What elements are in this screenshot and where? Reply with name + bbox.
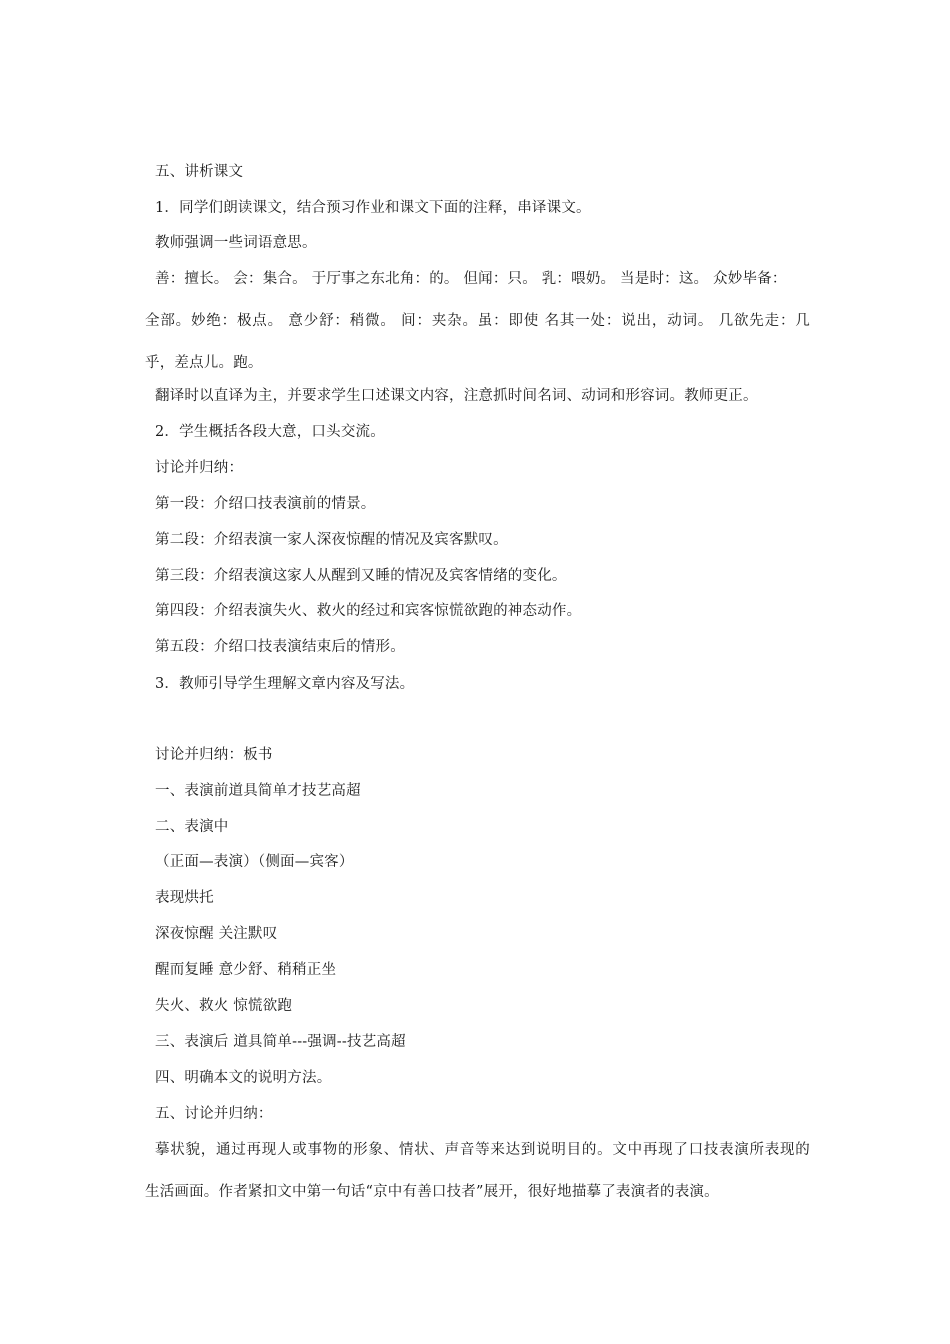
board-item-4: 表现烘托 <box>155 890 214 906</box>
board-item-6: 醒而复睡 意少舒、稍稍正坐 <box>155 962 337 978</box>
board-item-9: 四、明确本文的说明方法。 <box>155 1070 332 1086</box>
board-item-10: 五、讨论并归纳： <box>155 1106 273 1122</box>
paragraph-summary-2: 第二段：介绍表演一家人深夜惊醒的情况及宾客默叹。 <box>155 532 508 548</box>
paragraph-summary-1: 第一段：介绍口技表演前的情景。 <box>155 496 376 512</box>
board-item-1: 一、表演前道具简单才技艺高超 <box>155 783 361 799</box>
board-item-3: （正面—表演）（侧面—宾客） <box>155 854 354 870</box>
paragraph-summary-4: 第四段：介绍表演失火、救火的经过和宾客惊慌欲跑的神态动作。 <box>155 603 582 619</box>
step-1: 1．同学们朗读课文，结合预习作业和课文下面的注释，串译课文。 <box>155 200 591 216</box>
section-heading: 五、讲析课文 <box>155 164 244 180</box>
board-item-2: 二、表演中 <box>155 819 229 835</box>
board-item-8: 三、表演后 道具简单---强调--技艺高超 <box>155 1034 406 1050</box>
translation-note: 翻译时以直译为主，并要求学生口述课文内容，注意抓时间名词、动词和形容词。教师更正。 <box>155 388 758 404</box>
step-2: 2．学生概括各段大意，口头交流。 <box>155 424 385 440</box>
paragraph-summary-5: 第五段：介绍口技表演结束后的情形。 <box>155 639 405 655</box>
step-3: 3．教师引导学生理解文章内容及写法。 <box>155 676 415 692</box>
vocab-line-1: 善：擅长。 会：集合。 于厅事之东北角：的。 但闻：只。 乳：喂奶。 当是时：这。 众妙毕备： <box>155 271 787 287</box>
board-item-7: 失火、救火 惊慌欲跑 <box>155 998 293 1014</box>
teacher-emphasis: 教师强调一些词语意思。 <box>155 235 317 251</box>
board-item-5: 深夜惊醒 关注默叹 <box>155 926 278 942</box>
paragraph-summary-3: 第三段：介绍表演这家人从醒到又睡的情况及宾客情绪的变化。 <box>155 568 567 584</box>
conclusion-line-2: 生活画面。作者紧扣文中第一句话“京中有善口技者”展开，很好地描摹了表演者的表演。 <box>145 1184 719 1200</box>
vocab-line-2: 全部。妙绝：极点。 意少舒：稍微。 间：夹杂。虽：即使 名其一处：说出，动词。 几欲先走：几 <box>145 313 810 329</box>
vocab-line-3: 乎，差点儿。跑。 <box>145 355 263 371</box>
discuss-heading-2: 讨论并归纳：板书 <box>155 747 273 763</box>
discuss-heading-1: 讨论并归纳： <box>155 460 244 476</box>
conclusion-line-1: 摹状貌，通过再现人或事物的形象、情状、声音等来达到说明目的。文中再现了口技表演所表现的 <box>155 1142 810 1158</box>
